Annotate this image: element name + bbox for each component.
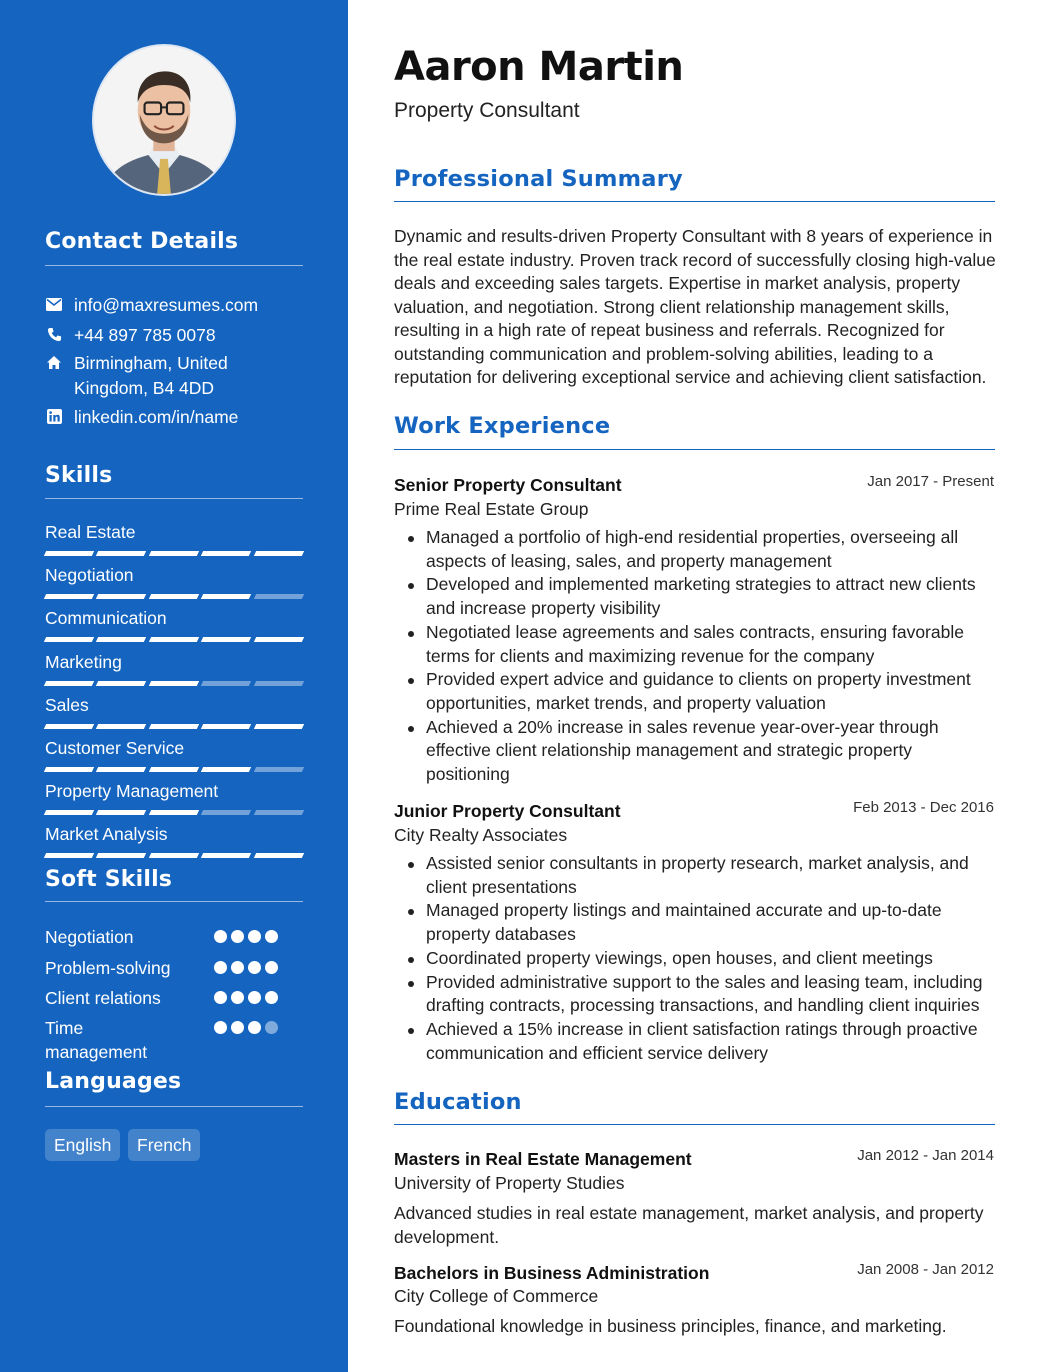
list-item: Developed and implemented marketing strategies to attract new clients and increase property visibility xyxy=(426,573,998,620)
skill-level-segment xyxy=(44,724,95,729)
rating-dot xyxy=(248,930,261,943)
soft-skill-label: Problem-solving xyxy=(45,958,171,978)
degree-title: Masters in Real Estate Management xyxy=(394,1149,692,1169)
skill-level-segment xyxy=(96,810,147,815)
skill-label: Market Analysis xyxy=(45,824,168,844)
soft-skill-rating xyxy=(214,991,278,1004)
candidate-name: Aaron Martin xyxy=(394,44,684,90)
phone-icon xyxy=(45,326,63,342)
soft-skill-label-line-1: Time xyxy=(45,1018,84,1038)
skill-level-segment xyxy=(44,681,95,686)
experience-heading: Work Experience xyxy=(394,413,611,439)
skill-level-segment xyxy=(253,767,304,772)
skill-level-segment xyxy=(201,810,252,815)
rating-dot xyxy=(214,961,227,974)
address-line-1: Birmingham, United xyxy=(74,353,228,373)
list-item: Provided expert advice and guidance to clients on property investment opportunities, market trends, and property valuation xyxy=(426,668,998,715)
list-item: Assisted senior consultants in property research, market analysis, and client presentations xyxy=(426,852,998,899)
skill-level-segment xyxy=(201,551,252,556)
address-line-2: Kingdom, B4 4DD xyxy=(74,378,215,398)
phone-number: +44 897 785 0078 xyxy=(74,325,216,345)
skill-label: Real Estate xyxy=(45,522,136,542)
rating-dot xyxy=(265,991,278,1004)
job-title: Senior Property Consultant xyxy=(394,475,622,495)
skill-level-segment xyxy=(149,810,200,815)
rating-dot xyxy=(248,961,261,974)
skill-level-segment xyxy=(44,551,95,556)
contact-heading: Contact Details xyxy=(45,229,239,254)
skill-level-segment xyxy=(44,637,95,642)
language-tag: English xyxy=(45,1129,120,1161)
soft-skill-rating xyxy=(214,961,278,974)
linkedin-icon xyxy=(45,408,63,424)
summary-text: Dynamic and results-driven Property Consultant with 8 years of experience in the real estate industry. Proven track record of successfully closing high-value deals and exceeding sales targets. Expertise in market analysis, property valuation, and negotiation. Strong client relationship management skills, resulting in a high rate of repeat business and referrals. Recognized for outstanding communication and problem-solving abilities, leading to a reputation for delivering exceptional service and achieving client satisfaction. xyxy=(394,226,996,387)
skill-level-segment xyxy=(149,853,200,858)
skill-level-segment xyxy=(201,724,252,729)
soft-skill-label xyxy=(45,1016,147,1064)
summary-heading: Professional Summary xyxy=(394,166,683,192)
job-bullets xyxy=(426,852,998,1065)
rating-dot xyxy=(214,991,227,1004)
skill-level-bar xyxy=(45,724,303,730)
school-name: University of Property Studies xyxy=(394,1173,625,1193)
skill-level-segment xyxy=(253,853,304,858)
rating-dot xyxy=(231,961,244,974)
soft-skill-rating xyxy=(214,930,278,943)
skill-level-segment xyxy=(253,551,304,556)
school-name: City College of Commerce xyxy=(394,1286,599,1306)
list-item: Provided administrative support to the sales and leasing team, including drafting contracts, processing transactions, and handling client inquiries xyxy=(426,971,998,1018)
rating-dot xyxy=(214,1021,227,1034)
job-title: Junior Property Consultant xyxy=(394,801,621,821)
skill-label: Negotiation xyxy=(45,565,134,585)
rating-dot xyxy=(265,1021,278,1034)
languages-divider xyxy=(45,1106,303,1107)
skill-level-segment xyxy=(253,681,304,686)
skill-level-bar xyxy=(45,853,303,859)
candidate-role: Property Consultant xyxy=(394,99,580,122)
soft-skills-divider xyxy=(45,901,303,902)
skill-level-segment xyxy=(149,551,200,556)
skill-level-segment xyxy=(96,767,147,772)
sidebar xyxy=(0,0,348,1372)
list-item: Coordinated property viewings, open houses, and client meetings xyxy=(426,947,998,971)
email-link[interactable]: info@maxresumes.com xyxy=(74,295,259,315)
skill-label: Sales xyxy=(45,695,89,715)
skill-level-bar xyxy=(45,551,303,557)
skill-level-segment xyxy=(253,594,304,599)
list-item: Achieved a 20% increase in sales revenue year-over-year through effective client relationship management and strategic property positioning xyxy=(426,716,998,787)
skill-label: Customer Service xyxy=(45,738,185,758)
list-item: Managed property listings and maintained accurate and up-to-date property databases xyxy=(426,899,998,946)
education-heading: Education xyxy=(394,1089,522,1115)
skill-level-segment xyxy=(253,637,304,642)
address-text xyxy=(74,351,228,401)
rating-dot xyxy=(231,991,244,1004)
skill-label: Marketing xyxy=(45,652,122,672)
experience-divider xyxy=(394,449,995,450)
list-item: Managed a portfolio of high-end residential properties, overseeing all aspects of leasing, sales, and property management xyxy=(426,526,998,573)
skill-level-bar xyxy=(45,637,303,643)
degree-dates: Jan 2008 - Jan 2012 xyxy=(857,1261,994,1278)
skill-level-segment xyxy=(96,724,147,729)
degree-title: Bachelors in Business Administration xyxy=(394,1263,710,1283)
degree-description: Foundational knowledge in business principles, finance, and marketing. xyxy=(394,1316,947,1336)
skill-level-segment xyxy=(44,594,95,599)
job-bullets xyxy=(426,526,998,787)
skill-label: Communication xyxy=(45,608,167,628)
rating-dot xyxy=(248,1021,261,1034)
skill-level-segment xyxy=(44,810,95,815)
soft-skill-label: Client relations xyxy=(45,988,161,1008)
skill-level-segment xyxy=(149,594,200,599)
education-divider xyxy=(394,1124,995,1125)
skill-level-segment xyxy=(149,767,200,772)
summary-divider xyxy=(394,201,995,202)
skill-level-segment xyxy=(201,853,252,858)
skill-level-segment xyxy=(201,681,252,686)
rating-dot xyxy=(214,930,227,943)
envelope-icon xyxy=(45,296,63,312)
skill-level-segment xyxy=(44,853,95,858)
skill-level-segment xyxy=(44,767,95,772)
rating-dot xyxy=(231,930,244,943)
job-company: Prime Real Estate Group xyxy=(394,499,589,519)
skill-level-segment xyxy=(96,637,147,642)
contact-address xyxy=(45,351,305,403)
job-dates: Jan 2017 - Present xyxy=(867,473,994,490)
contact-divider xyxy=(45,265,303,266)
skill-level-segment xyxy=(201,767,252,772)
degree-dates: Jan 2012 - Jan 2014 xyxy=(857,1147,994,1164)
job-dates: Feb 2013 - Dec 2016 xyxy=(853,799,994,816)
list-item: Achieved a 15% increase in client satisfaction ratings through proactive communication and efficient service delivery xyxy=(426,1018,998,1065)
skill-level-segment xyxy=(149,724,200,729)
skill-level-segment xyxy=(201,637,252,642)
skill-level-bar xyxy=(45,810,303,816)
skill-level-bar xyxy=(45,594,303,600)
soft-skill-label-line-2: management xyxy=(45,1042,148,1062)
rating-dot xyxy=(248,991,261,1004)
skill-level-bar xyxy=(45,767,303,773)
home-icon xyxy=(45,354,63,370)
list-item: Negotiated lease agreements and sales contracts, ensuring favorable terms for clients and maximizing revenue for the company xyxy=(426,621,998,668)
job-company: City Realty Associates xyxy=(394,825,568,845)
skill-level-segment xyxy=(201,594,252,599)
skill-level-segment xyxy=(149,681,200,686)
skill-level-segment xyxy=(96,681,147,686)
skills-divider xyxy=(45,498,303,499)
skill-level-segment xyxy=(96,551,147,556)
rating-dot xyxy=(265,930,278,943)
soft-skill-rating xyxy=(214,1021,278,1034)
rating-dot xyxy=(231,1021,244,1034)
skill-level-segment xyxy=(149,637,200,642)
rating-dot xyxy=(265,961,278,974)
skill-level-segment xyxy=(253,724,304,729)
profile-photo xyxy=(92,44,236,196)
degree-description: Advanced studies in real estate management, market analysis, and property development. xyxy=(394,1203,984,1247)
skill-label: Property Management xyxy=(45,781,219,801)
soft-skills-heading: Soft Skills xyxy=(45,867,173,892)
languages-heading: Languages xyxy=(45,1069,182,1094)
soft-skill-label: Negotiation xyxy=(45,927,134,947)
skills-heading: Skills xyxy=(45,463,113,488)
language-tag: French xyxy=(128,1129,200,1161)
linkedin-link[interactable]: linkedin.com/in/name xyxy=(74,407,239,427)
skill-level-segment xyxy=(96,594,147,599)
skill-level-segment xyxy=(253,810,304,815)
skill-level-segment xyxy=(96,853,147,858)
skill-level-bar xyxy=(45,681,303,687)
